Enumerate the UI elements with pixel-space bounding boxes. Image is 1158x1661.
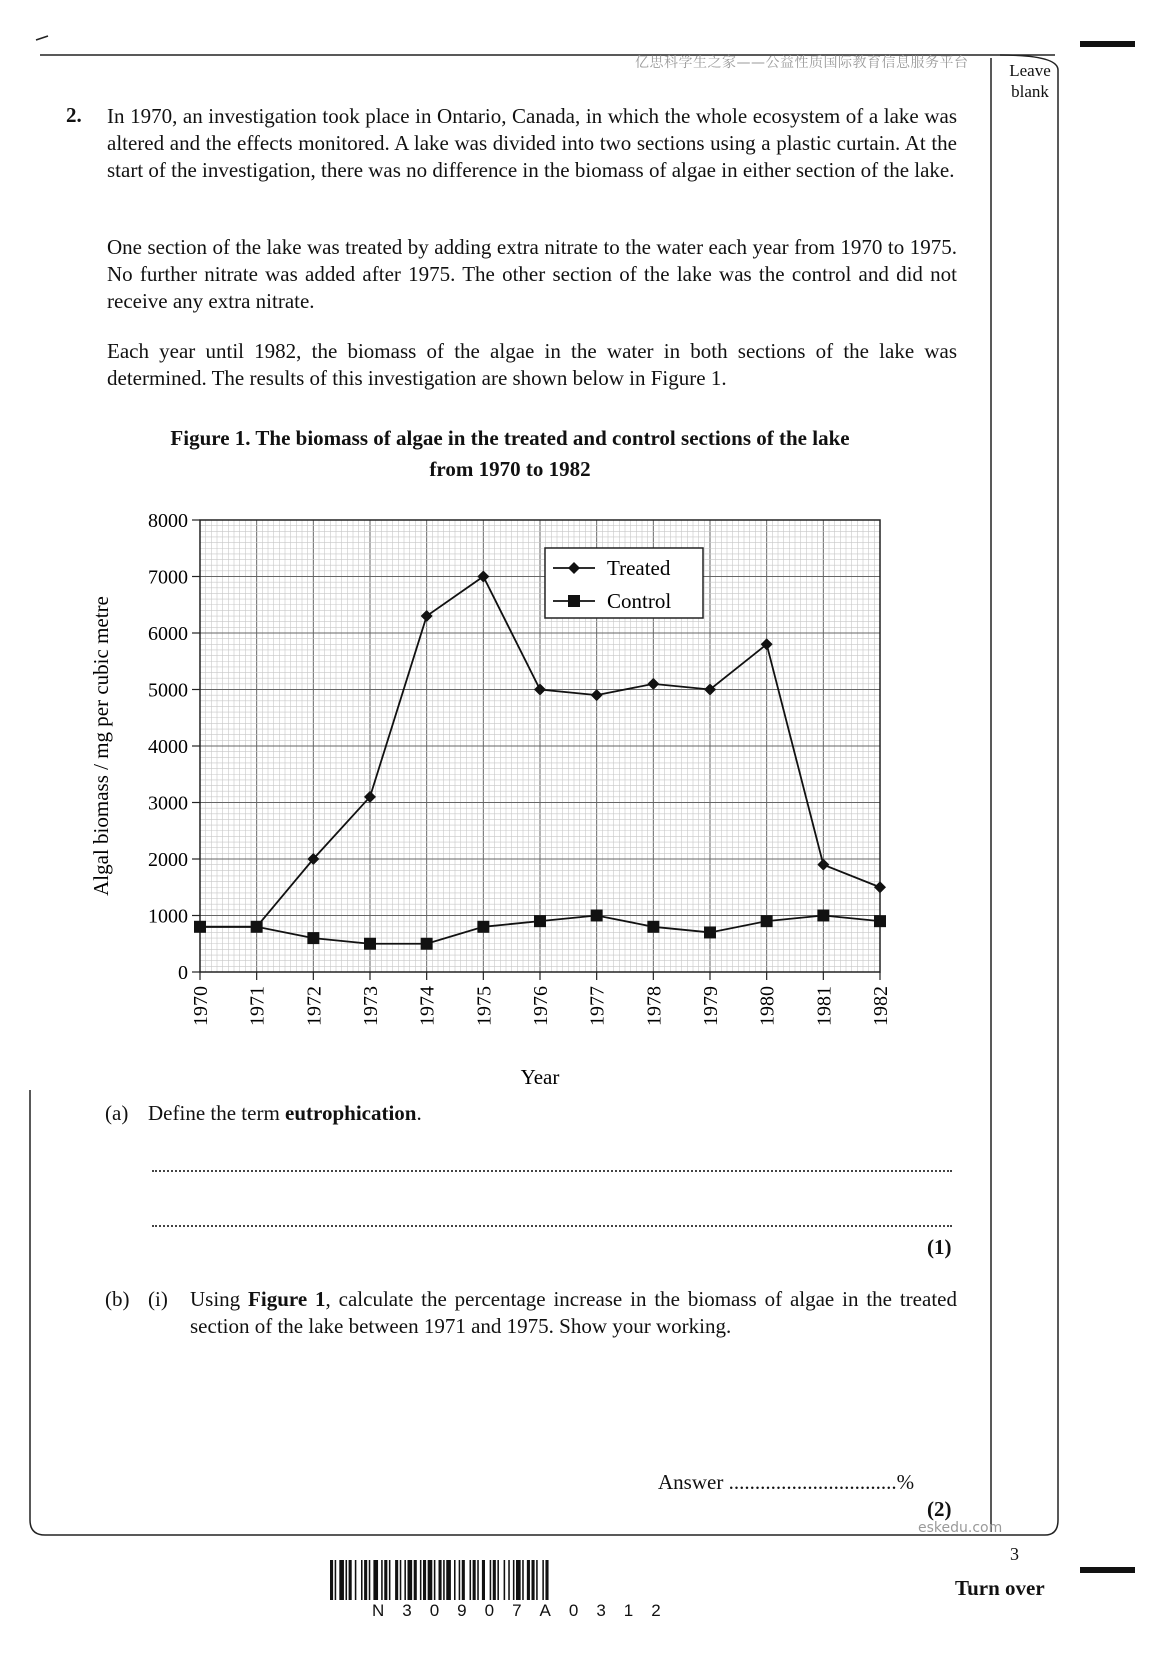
barcode-bar	[454, 1560, 456, 1600]
barcode-bar	[508, 1560, 510, 1600]
barcode-bar	[536, 1560, 538, 1600]
legend-label-control: Control	[607, 589, 672, 613]
part-b-text-post: , calculate the percentage increase in the biomass of algae in the treated section of the lake between 1971 and 1975. Show your working.	[190, 1287, 957, 1338]
y-tick-label: 7000	[148, 566, 188, 589]
barcode-bar	[361, 1560, 363, 1600]
y-tick-label: 6000	[148, 623, 188, 645]
part-b-text-pre: Using	[190, 1287, 249, 1311]
barcode-bar	[470, 1560, 472, 1600]
x-tick-label: 1974	[416, 986, 439, 1026]
x-tick-label: 1978	[643, 986, 666, 1026]
barcode-bar	[545, 1560, 548, 1600]
leave-label: Leave	[1009, 61, 1051, 80]
barcode-bar	[384, 1560, 387, 1600]
barcode-bar	[504, 1560, 506, 1600]
barcode-bar	[527, 1560, 530, 1600]
part-a-text-post: .	[416, 1101, 422, 1125]
control-data-point	[817, 910, 829, 922]
part-b-question	[190, 1286, 957, 1340]
barcode-bar	[542, 1560, 544, 1600]
x-tick-label: 1970	[190, 986, 212, 1026]
y-tick-label: 8000	[148, 510, 188, 532]
barcode-bar	[404, 1560, 406, 1600]
control-data-point	[477, 921, 489, 933]
x-axis-label: Year	[520, 1065, 560, 1089]
part-a-marks: (1)	[927, 1235, 952, 1259]
part-a-text-pre: Define the term	[148, 1101, 286, 1125]
control-data-point	[534, 915, 546, 927]
figure-title-line-1: Figure 1. The biomass of algae in the treated and control sections of the lake	[170, 426, 850, 450]
barcode-bar	[414, 1560, 417, 1600]
barcode-bar	[420, 1560, 422, 1600]
watermark-text: 亿思科学生之家——公益性质国际教育信息服务平台	[635, 55, 969, 71]
barcode-bar	[443, 1560, 445, 1600]
x-tick-label: 1980	[756, 986, 779, 1026]
y-tick-label: 2000	[148, 849, 188, 871]
barcode-bar	[423, 1560, 426, 1600]
x-tick-label: 1973	[360, 986, 382, 1026]
barcode-bar	[497, 1560, 499, 1600]
barcode-bar	[522, 1560, 524, 1600]
intro-paragraph-1: In 1970, an investigation took place in Ontario, Canada, in which the whole ecosystem of a lake was altered and the effects monitored. A lake was divided into two sections using a plastic curtain. At the start of the investigation, there was no difference in the biomass of algae in either section of the lake.	[107, 104, 957, 182]
treated-data-point	[421, 610, 433, 622]
control-data-point	[647, 921, 659, 933]
control-data-point	[364, 938, 376, 950]
barcode-bar	[400, 1560, 402, 1600]
part-b-label: (b)	[105, 1287, 130, 1311]
barcode-bar	[339, 1560, 344, 1600]
control-data-point	[194, 921, 206, 933]
legend-label-treated: Treated	[607, 556, 671, 580]
biomass-line-chart	[80, 490, 900, 1090]
x-tick-label: 1982	[870, 986, 892, 1026]
y-tick-label: 0	[178, 962, 188, 984]
x-tick-label: 1981	[813, 986, 836, 1026]
x-tick-label: 1976	[530, 986, 552, 1026]
answer-label: Answer	[658, 1470, 724, 1494]
figure-title-line-2: from 1970 to 1982	[429, 457, 591, 481]
barcode-bar	[462, 1560, 465, 1600]
treated-data-point	[647, 678, 659, 690]
answer-unit: %	[896, 1470, 915, 1494]
barcode-bar	[349, 1560, 352, 1600]
answer-line-a-2[interactable]	[152, 1225, 952, 1227]
question-number: 2.	[66, 103, 82, 127]
page-number: 3	[1010, 1544, 1019, 1564]
barcode-bar	[516, 1560, 521, 1600]
intro-paragraph-2: One section of the lake was treated by adding extra nitrate to the water each year from 1970 to 1975. No further nitrate was added after 1975. The other section of the lake was the control and did not receive any extra nitrate.	[107, 235, 957, 313]
barcode	[330, 1560, 760, 1602]
intro-paragraph-3: Each year until 1982, the biomass of the algae in the water in both sections of the lake was determined. The results of this investigation are shown below in Figure 1.	[107, 339, 957, 390]
control-data-point	[421, 938, 433, 950]
barcode-bar	[434, 1560, 436, 1600]
barcode-bar	[355, 1560, 357, 1600]
barcode-bar	[513, 1560, 515, 1600]
turn-over-label: Turn over	[955, 1576, 1045, 1600]
control-data-point	[591, 910, 603, 922]
part-b-marks: (2)	[927, 1497, 952, 1521]
barcode-bar	[459, 1560, 461, 1600]
barcode-bar	[490, 1560, 492, 1600]
y-axis-label: Algal biomass / mg per cubic metre	[89, 596, 113, 896]
barcode-bar	[330, 1560, 333, 1600]
answer-blank[interactable]: ................................	[728, 1470, 897, 1494]
x-tick-label: 1972	[303, 986, 326, 1026]
treated-data-point	[591, 689, 603, 701]
y-tick-label: 5000	[148, 679, 188, 702]
answer-line-a-1[interactable]	[152, 1170, 952, 1172]
figure-title	[110, 423, 910, 485]
y-tick-label: 1000	[148, 905, 188, 928]
barcode-bar	[369, 1560, 371, 1600]
barcode-bar	[381, 1560, 383, 1600]
barcode-bar	[335, 1560, 337, 1600]
answer-row	[658, 1469, 914, 1496]
part-a-question	[148, 1100, 422, 1127]
barcode-bar	[532, 1560, 535, 1600]
control-data-point	[874, 915, 886, 927]
barcode-bar	[473, 1560, 476, 1600]
barcode-bar	[364, 1560, 367, 1600]
barcode-bar	[395, 1560, 398, 1600]
treated-data-point	[817, 859, 829, 871]
treated-data-point	[874, 881, 886, 893]
barcode-bar	[373, 1560, 378, 1600]
x-tick-label: 1979	[700, 986, 722, 1026]
barcode-bar	[482, 1560, 485, 1600]
barcode-number: N30907A0312	[372, 1601, 679, 1620]
barcode-bar	[439, 1560, 442, 1600]
x-tick-label: 1971	[246, 986, 269, 1026]
legend-marker-control	[568, 595, 580, 607]
treated-data-point	[534, 684, 546, 696]
barcode-bar	[346, 1560, 348, 1600]
blank-label: blank	[1011, 82, 1049, 101]
barcode-bar	[446, 1560, 451, 1600]
y-tick-label: 4000	[148, 736, 188, 758]
barcode-bar	[477, 1560, 479, 1600]
control-data-point	[761, 915, 773, 927]
control-data-point	[251, 921, 263, 933]
control-data-point	[704, 926, 716, 938]
treated-data-point	[477, 571, 489, 583]
barcode-bar	[389, 1560, 391, 1600]
part-a-label: (a)	[105, 1101, 129, 1125]
part-b-sublabel: (i)	[148, 1287, 168, 1311]
site-watermark: eskedu.com	[918, 1520, 1003, 1536]
barcode-bar	[428, 1560, 433, 1600]
barcode-bar	[408, 1560, 413, 1600]
barcode-bar	[493, 1560, 496, 1600]
part-a-term: eutrophication	[285, 1101, 417, 1125]
y-tick-label: 3000	[148, 792, 188, 815]
part-b-figure-ref: Figure 1	[248, 1287, 326, 1311]
x-tick-label: 1975	[473, 986, 496, 1026]
x-tick-label: 1977	[586, 986, 609, 1026]
control-data-point	[307, 932, 319, 944]
